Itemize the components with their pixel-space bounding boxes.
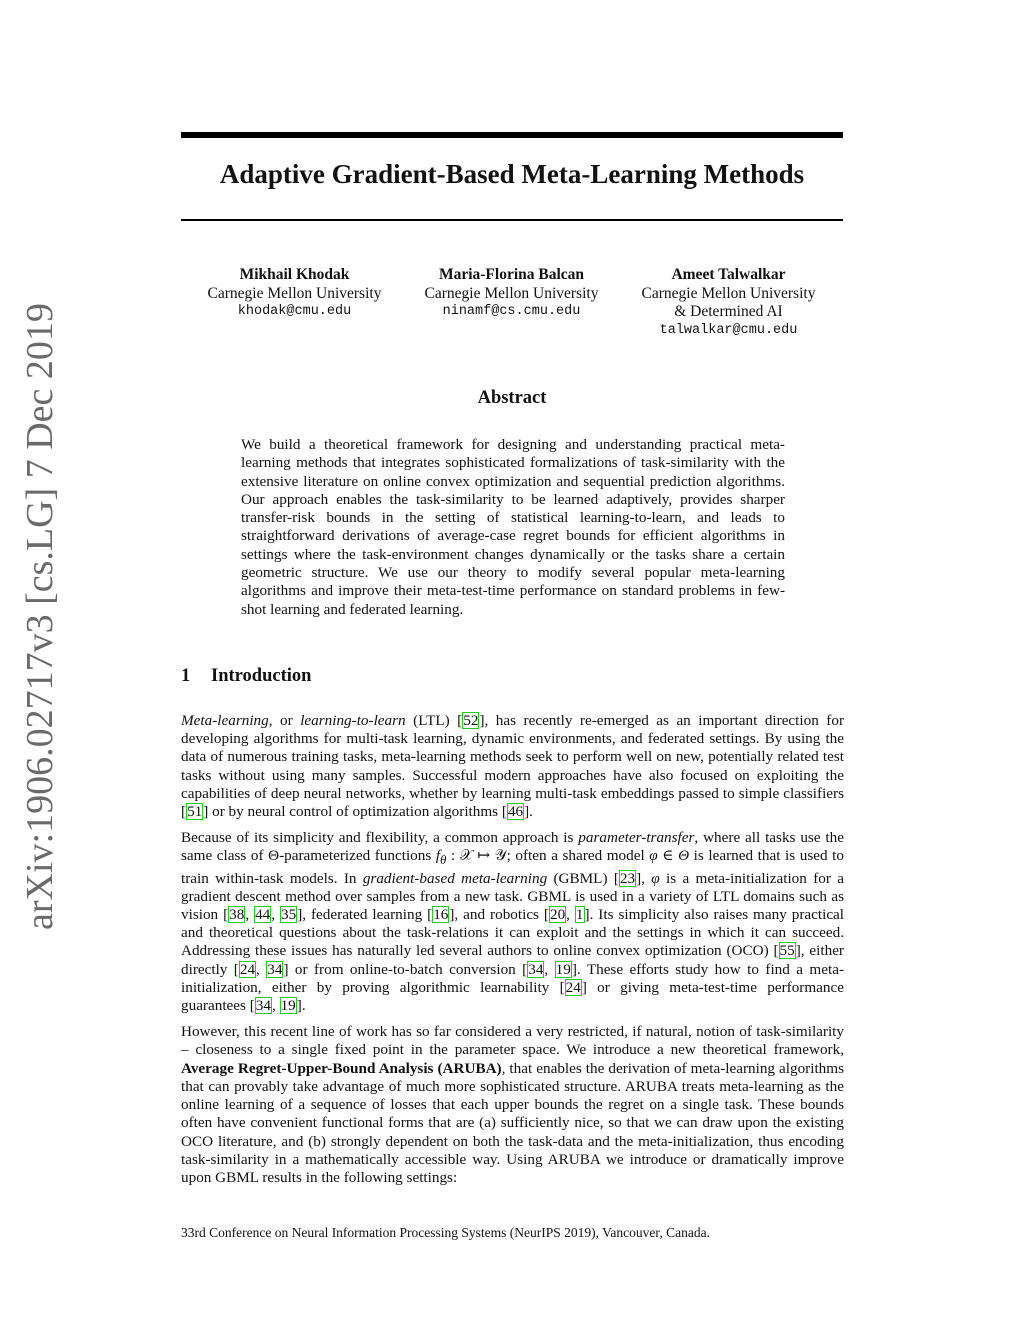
text-run: However, this recent line of work has so far considered a very restricted, if natural, notion of task-similarity – closeness to a single fixed point in the parameter space. We introduce a new theoretical framework, [181,1023,844,1059]
text-run: ]. [296,997,306,1015]
author-email[interactable]: khodak@cmu.edu [237,304,352,319]
text-run: ], either directly [ [181,942,844,978]
author-affiliation: Carnegie Mellon University [424,284,599,302]
section-title: Introduction [211,666,312,686]
paragraph-3 [181,1023,844,1187]
term-meta-learning: Meta-learning [181,712,269,729]
text-run: ]. Its simplicity also raises many practical and theoretical questions about the task-relations it can exploit and the settings in which it can succeed. Addressing these issues has naturally led several authors to online convex optimization (OCO) [ [181,906,845,960]
author-email[interactable]: talwalkar@cmu.edu [659,322,798,338]
citation-link[interactable]: 34 [528,960,544,978]
math-phi: φ [651,869,660,887]
text-run: ] or by neural control of optimization algorithms [ [203,803,507,821]
arxiv-stamp: arXiv:1906.02717v3 [cs.LG] 7 Dec 2019 [19,303,61,930]
separator: , [271,997,280,1015]
text-run: ], [636,869,652,887]
title-top-rule [181,132,843,138]
citation-link[interactable]: 20 [549,906,566,924]
author-name: Ameet Talwalkar [671,266,786,283]
text-run: ; often a shared model [506,847,650,865]
math-expression: φ ∈ Θ [649,847,690,865]
separator: , [245,906,255,924]
text-run: ], has recently re-emerged as an important direction for developing algorithms for multi-task learning, dynamic environments, and federated settings. By using the data of numerous training tasks, meta-learning methods seek to perform well on new, potentially related test tasks without using many samples. Successful modern approaches have also focused on exploiting the capabilities of deep neural networks, whether by learning multi-task embeddings passed to simple classifiers [ [181,712,845,821]
citation-link[interactable]: 23 [619,869,636,887]
citation-link[interactable]: 52 [463,712,479,729]
abstract-text: We build a theoretical framework for designing and understanding practical meta-learning methods that integrates sophisticated formalizations of task-similarity with the extensive literature on online convex optimization and sequential prediction algorithms. Our approach enables the task-similarity to be learned adaptively, provides sharper transfer-risk bounds in the setting of statistical learning-to-learn, and leads to straightforward derivations of average-case regret bounds for efficient algorithms in settings where the task-environment changes dynamically or the tasks share a certain geometric structure. We use our theory to modify several popular meta-learning algorithms and improve their meta-test-time performance on standard problems in few-shot learning and federated learning. [241,436,785,618]
citation-link[interactable]: 34 [255,997,271,1015]
term-parameter-transfer: parameter-transfer [578,829,695,847]
separator: , [544,960,555,978]
citation-link[interactable]: 46 [507,803,524,821]
separator: , [566,906,575,924]
paragraph-2 [181,829,844,1015]
term-learning-to-learn: learning-to-learn [300,712,406,729]
title-bottom-rule [181,219,843,221]
citation-link[interactable]: 24 [239,960,256,978]
citation-link[interactable]: 51 [187,803,203,821]
citation-link[interactable]: 19 [555,960,571,978]
citation-link[interactable]: 44 [255,906,271,924]
citation-link[interactable]: 38 [229,906,245,924]
paper-title: Adaptive Gradient-Based Meta-Learning Methods [219,159,805,189]
author-name: Mikhail Khodak [239,266,350,283]
abstract-heading: Abstract [477,388,547,408]
text-run: , where all tasks use the same class of Θ-parameterized functions [181,829,844,865]
author-block [404,266,619,322]
text-run: ], and robotics [ [449,906,549,924]
text-run: (LTL) [ [405,712,463,729]
text-run: , or [268,712,301,729]
text-run: is learned that is used to train within-task models. In [181,847,844,887]
separator: , [271,906,281,924]
math-f: f [435,847,441,865]
citation-link[interactable]: 16 [433,906,449,924]
text-run: ]. These efforts study how to find a meta-initialization, either by proving algorithmic learnability [ [181,960,844,996]
author-block [621,266,836,340]
author-email[interactable]: ninamf@cs.cmu.edu [442,304,581,319]
citation-link[interactable]: 24 [565,978,581,996]
citation-link[interactable]: 1 [575,906,584,924]
section-number: 1 [181,666,191,686]
citation-link[interactable]: 19 [280,997,296,1015]
paragraph-1 [181,712,844,821]
citation-link[interactable]: 55 [779,942,795,960]
section-heading [181,666,311,687]
author-affiliation-secondary: & Determined AI [674,303,783,320]
separator: , [256,960,267,978]
citation-link[interactable]: 34 [267,960,283,978]
text-run: ]. [524,803,533,821]
citation-link[interactable]: 35 [281,906,297,924]
text-run: ], federated learning [ [297,906,433,924]
author-name: Maria-Florina Balcan [438,266,585,283]
term-aruba: Average Regret-Upper-Bound Analysis (ARUBA) [181,1059,502,1077]
author-affiliation: Carnegie Mellon University [207,284,382,302]
text-run: (GBML) [ [547,869,619,887]
conference-footnote: 33rd Conference on Neural Information Processing Systems (NeurIPS 2019), Vancouver, Canada. [181,1225,710,1240]
author-block [187,266,402,322]
math-subscript: θ [440,853,447,868]
term-gbml: gradient-based meta-learning [362,869,548,887]
text-run: is a meta-initialization for a gradient descent method over samples from a new task. GBML is used in a variety of LTL domains such as vision [ [181,869,844,924]
body-text [181,712,844,1195]
text-run: ] or from online-to-batch conversion [ [283,960,528,978]
text-run: ] or giving meta-test-time performance guarantees [ [181,978,844,1015]
text-run: , that enables the derivation of meta-learning algorithms that can provably take advantage of much more sophisticated structure. ARUBA treats meta-learning as the online learning of a sequence of losses that each upper bounds the regret on a single task. These bounds often have convenient functional forms that are (a) sufficiently nice, so that we can draw upon the existing OCO literature, and (b) strongly dependent on both the task-data and the meta-initialization, thus encoding task-similarity in a mathematically accessible way. Using ARUBA we introduce or dramatically improve upon GBML results in the following settings: [181,1059,845,1186]
math-expression: : 𝒳 ↦ 𝒴 [446,847,507,865]
text-run: Because of its simplicity and flexibility, a common approach is [181,829,579,847]
author-affiliation: Carnegie Mellon University [641,284,816,302]
